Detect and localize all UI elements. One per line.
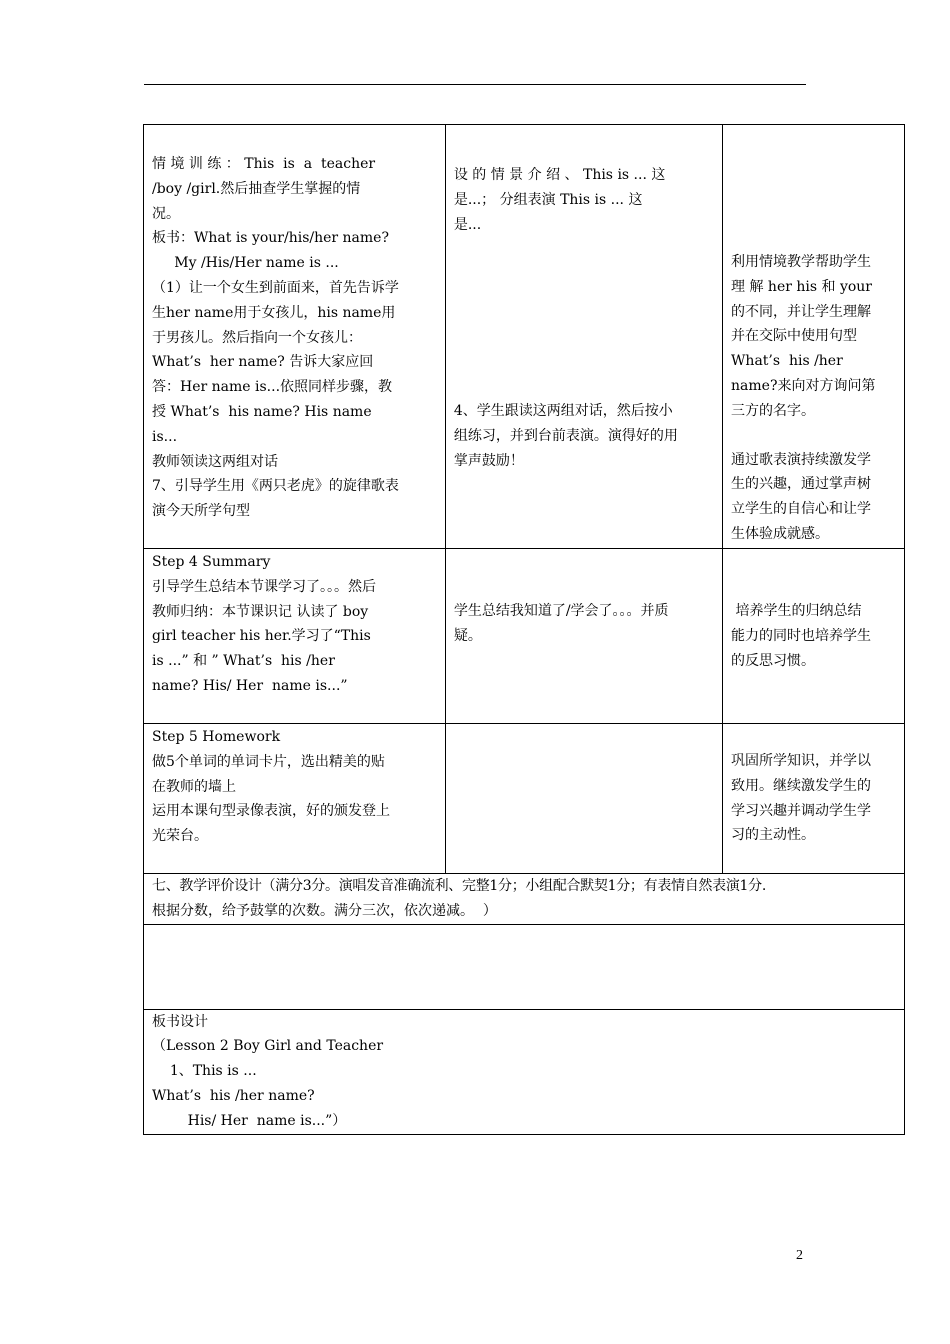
text-line: 生her name用于女孩儿，his name用 <box>152 304 396 321</box>
text-line: girl teacher his her.学习了“This <box>152 628 371 645</box>
text-line: 根据分数，给予鼓掌的次数。满分三次，依次递减。 ） <box>152 902 497 919</box>
text-line: 授 What’s his name? His name <box>152 403 372 420</box>
text-line: 引导学生总结本节课学习了。。。然后 <box>152 578 376 595</box>
text-line: Step 4 Summary <box>152 554 271 570</box>
text-line: 况。 <box>152 205 180 222</box>
text-line: name? His/ Her name is...” <box>152 677 348 694</box>
text-line: 学习兴趣并调动学生学 <box>731 802 872 819</box>
text-line: 并在交际中使用句型 <box>731 328 858 345</box>
blank-cell <box>144 924 905 1009</box>
text-line: （1）让一个女生到前面来，首先告诉学 <box>152 279 399 296</box>
text-line: 巩固所学知识，并学以 <box>731 753 872 769</box>
lesson-plan-table <box>143 124 905 1135</box>
text-line: 教师领读这两组对话 <box>152 453 278 470</box>
purpose-cell <box>723 125 905 549</box>
table-row <box>144 125 905 549</box>
text-line: What’s his /her name? <box>152 1087 315 1104</box>
table-row <box>144 874 905 925</box>
text-line: 板书：What is your/his/her name? <box>152 230 389 247</box>
text-line: 情 境 训 练 ： This is a teacher <box>152 156 376 172</box>
text-line: （Lesson 2 Boy Girl and Teacher <box>152 1038 384 1055</box>
table-row <box>144 724 905 874</box>
text-line: 疑。 <box>453 627 482 644</box>
text-line: 在教师的墙上 <box>152 778 236 795</box>
text-line: 设 的 情 景 介 绍 、 This is ... 这 <box>453 167 666 183</box>
activity-cell <box>144 724 446 874</box>
activity-cell <box>144 549 446 724</box>
text-line: Step 5 Homework <box>152 729 281 745</box>
text-line: 理 解 her his 和 your <box>731 278 873 295</box>
text-line: His/ Her name is...”） <box>152 1112 347 1129</box>
table-row <box>144 924 905 1009</box>
text-line: 运用本课句型录像表演，好的颁发登上 <box>152 803 390 820</box>
text-line: 致用。继续激发学生的 <box>731 777 872 794</box>
text-line: 生的兴趣，通过掌声树 <box>731 476 872 493</box>
text-line: is ...” 和 ” What’s his /her <box>152 653 335 670</box>
activity-cell <box>144 125 446 549</box>
text-line: 培养学生的归纳总结 <box>731 603 862 619</box>
text-line: 光荣台。 <box>152 828 208 845</box>
text-line: /boy /girl.然后抽查学生掌握的情 <box>152 180 361 197</box>
text-line: What’s his /her <box>731 353 843 370</box>
header-rule <box>144 84 806 85</box>
page-number: 2 <box>796 1248 803 1263</box>
text-line: My /His/Her name is ... <box>152 255 339 272</box>
text-line: 1、This is ... <box>152 1063 257 1080</box>
text-line: name?来向对方询问第 <box>731 377 876 394</box>
text-line: is... <box>152 428 178 445</box>
text-line: 通过歌表演持续激发学 <box>731 451 872 468</box>
text-line: 学生总结我知道了/学会了。。。并质 <box>453 603 669 619</box>
evaluation-cell <box>144 874 905 925</box>
text-line: 掌声鼓励！ <box>453 452 524 469</box>
text-line: 的不同，并让学生理解 <box>731 303 872 320</box>
board-design-cell <box>144 1009 905 1134</box>
student-activity-cell <box>445 549 722 724</box>
text-line: 教师归纳：本节课识记 认读了 boy <box>152 603 369 620</box>
student-activity-cell <box>445 125 722 549</box>
text-line: 演今天所学句型 <box>152 503 250 520</box>
text-line: 的反思习惯。 <box>731 652 816 669</box>
text-line: 生体验成就感。 <box>731 525 830 542</box>
text-line: 答：Her name is...依照同样步骤，教 <box>152 379 393 396</box>
table-row <box>144 549 905 724</box>
text-line: 立学生的自信心和让学 <box>731 501 872 518</box>
text-line: 是... <box>453 216 482 233</box>
text-line: 七、教学评价设计（满分3分。演唱发音准确流利、完整1分；小组配合默契1分；有表情自然表演1分. <box>152 878 766 894</box>
text-line: 7、引导学生用《两只老虎》的旋律歌表 <box>152 478 399 495</box>
text-line: 能力的同时也培养学生 <box>731 627 872 644</box>
text-line: 板书设计 <box>152 1013 208 1030</box>
text-line: 做5个单词的单词卡片，选出精美的贴 <box>152 753 385 770</box>
text-line: 利用情境教学帮助学生 <box>731 254 872 270</box>
text-line: 于男孩儿。然后指向一个女孩儿： <box>152 329 362 346</box>
text-line: 习的主动性。 <box>731 827 816 844</box>
table-row <box>144 1009 905 1134</box>
student-activity-cell <box>445 724 722 874</box>
text-line: 是...； 分组表演 This is ... 这 <box>453 191 643 208</box>
text-line: 组练习，并到台前表演。演得好的用 <box>453 428 678 445</box>
text-line: What’s her name? 告诉大家应回 <box>152 354 374 371</box>
text-line: 三方的名字。 <box>731 402 816 419</box>
purpose-cell <box>723 549 905 724</box>
purpose-cell <box>723 724 905 874</box>
text-line: 4、学生跟读这两组对话，然后按小 <box>453 403 673 420</box>
